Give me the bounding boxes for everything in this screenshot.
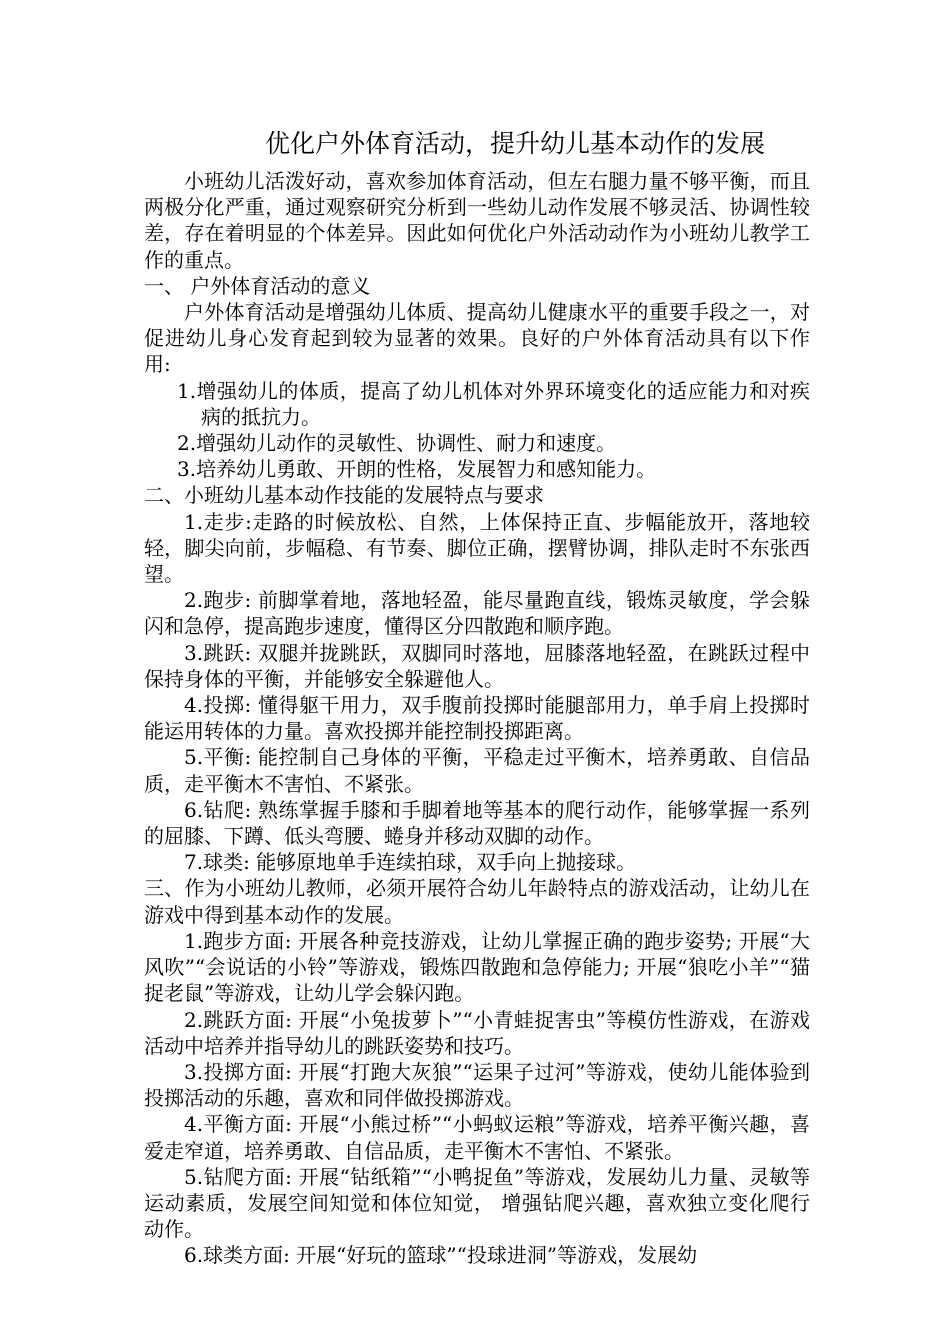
list-item: 5.钻爬方面: 开展“钻纸箱”“小鸭捉鱼”等游戏，发展幼儿力量、灵敏等运动素质，发展空间知觉和体位知觉， 增强钻爬兴趣，喜欢独立变化爬行动作。 [144,1164,810,1242]
list-item: 1.增强幼儿的体质，提高了幼儿机体对外界环境变化的适应能力和对疾病的抵抗力。 [177,378,810,429]
list-item: 5.平衡: 能控制自己身体的平衡，平稳走过平衡木，培养勇敢、自信品质，走平衡木不害怕、不紧张。 [144,745,810,796]
list-item: 1.跑步方面: 开展各种竞技游戏，让幼儿掌握正确的跑步姿势; 开展“大风吹”“会说话的小铃”等游戏，锻炼四散跑和急停能力; 开展“狼吃小羊”“猫捉老鼠”等游戏，让幼儿学会躲闪跑。 [144,928,810,1006]
list-item: 3.投掷方面: 开展“打跑大灰狼”“运果子过河”等游戏，使幼儿能体验到投掷活动的乐趣，喜欢和同伴做投掷游戏。 [144,1059,810,1111]
document-title: 优化户外体育活动，提升幼儿基本动作的发展 [264,129,765,158]
list-item: 3.培养幼儿勇敢、开朗的性格，发展智力和感知能力。 [177,457,657,482]
list-item: 1.走步:走路的时候放松、自然，上体保持正直、步幅能放开，落地较轻，脚尖向前，步幅稳、有节奏、脚位正确，摆臂协调，排队走时不东张西望。 [144,509,810,587]
list-item: 2.增强幼儿动作的灵敏性、协调性、耐力和速度。 [177,431,617,456]
list-item: 2.跑步: 前脚掌着地，落地轻盈，能尽量跑直线，锻炼灵敏度，学会躲闪和急停，提高跑步速度，懂得区分四散跑和顺序跑。 [144,588,810,639]
section-2-heading: 二、小班幼儿基本动作技能的发展特点与要求 [144,483,544,508]
list-item: 6.钻爬: 熟练掌握手膝和手脚着地等基本的爬行动作，能够掌握一系列的屈膝、下蹲、低头弯腰、蜷身并移动双脚的动作。 [144,797,810,849]
list-item: 4.平衡方面: 开展“小熊过桥”“小蚂蚁运粮”等游戏，培养平衡兴趣，喜爱走窄道，培养勇敢、自信品质，走平衡木不害怕、不紧张。 [144,1112,810,1163]
section-1-heading: 一、 户外体育活动的意义 [144,273,371,298]
list-item: 6.球类方面: 开展“好玩的篮球”“投球进洞”等游戏，发展幼 [184,1243,698,1268]
section-3-heading: 三、作为小班幼儿教师，必须开展符合幼儿年龄特点的游戏活动，让幼儿在游戏中得到基本动作的发展。 [144,876,810,927]
list-item: 4.投掷: 懂得躯干用力，双手腹前投掷时能腿部用力，单手肩上投掷时能运用转体的力量。喜欢投掷并能控制投掷距离。 [144,693,810,744]
document-page [144,128,810,1269]
intro-paragraph: 小班幼儿活泼好动，喜欢参加体育活动，但左右腿力量不够平衡，而且两极分化严重，通过观察研究分析到一些幼儿动作发展不够灵活、协调性较差，存在着明显的个体差异。因此如何优化户外活动动作为小班幼儿教学工作的重点。 [144,169,810,272]
list-item: 3.跳跃: 双腿并拢跳跃，双脚同时落地，屈膝落地轻盈，在跳跃过程中保持身体的平衡，并能够安全躲避他人。 [144,640,810,691]
section-1-body: 户外体育活动是增强幼儿体质、提高幼儿健康水平的重要手段之一，对促进幼儿身心发育起到较为显著的效果。良好的户外体育活动具有以下作用: [144,300,810,377]
list-item: 2.跳跃方面: 开展“小兔拔萝卜”“小青蛙捉害虫”等模仿性游戏，在游戏活动中培养并指导幼儿的跳跃姿势和技巧。 [144,1007,810,1058]
list-item: 7.球类: 能够原地单手连续拍球，双手向上抛接球。 [184,850,637,875]
